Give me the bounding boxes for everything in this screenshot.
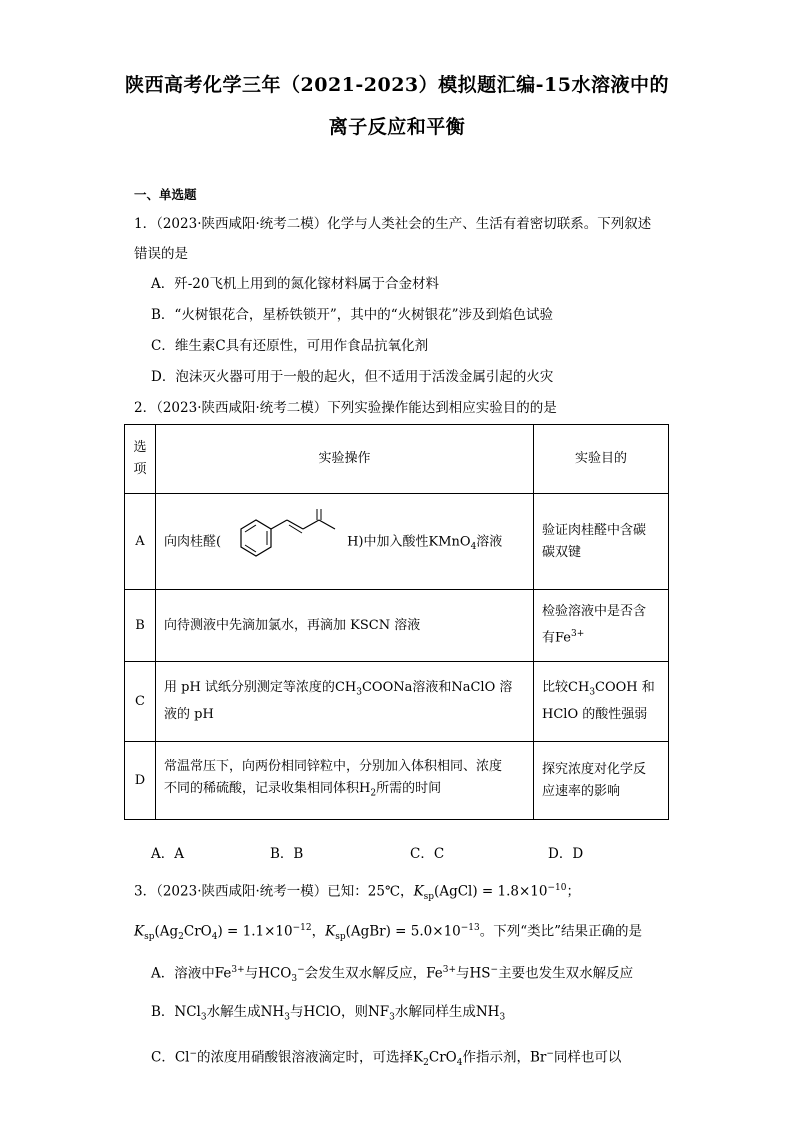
row-a-goal-line1: 验证肉桂醛中含碳 xyxy=(542,522,647,538)
q3-b-sub1: 3 xyxy=(200,1012,207,1023)
table-header-row xyxy=(125,425,669,494)
q3-cro: CrO xyxy=(183,923,212,940)
q3-b-end: 水解同样生成NH xyxy=(394,1004,500,1020)
q1-option-c: C．维生素C具有还原性，可用作食品抗氧化剂 xyxy=(151,338,429,354)
q3-option-b xyxy=(151,1002,505,1028)
q3-b-sub3: 3 xyxy=(389,1012,395,1023)
q3-a-hco: 与HCO xyxy=(244,965,292,982)
row-d-goal-line1: 探究浓度对化学反 xyxy=(542,761,647,777)
row-c-op-post: 溶液和NaClO 溶 xyxy=(412,680,513,696)
header-option xyxy=(125,425,156,494)
row-a-op-end: 溶液 xyxy=(476,534,503,549)
q3-b-sub2: 3 xyxy=(284,1012,290,1023)
row-b-goal-line1: 检验溶液中是否含 xyxy=(542,604,647,620)
q3-b-sub4: 3 xyxy=(499,1012,506,1023)
table-row xyxy=(125,590,669,662)
row-d-goal xyxy=(534,742,669,820)
q3-agcl: (AgCl) = 1.8×10 xyxy=(434,883,548,900)
q1-stem-line2: 错误的是 xyxy=(134,246,188,262)
q3-c-tail: 同样也可以 xyxy=(553,1049,622,1066)
q3-stem-line1: 3．（2023·陕西咸阳·统考一模）已知：25℃，$K_{sp}(AgCl) = 1.8\times 10^{-10}$； xyxy=(134,883,580,903)
doc-title-line1: 陕西高考化学三年（2021-2023）模拟题汇编-15水溶液中的 xyxy=(125,74,669,96)
header-goal: 实验目的 xyxy=(534,425,669,494)
row-d-op-pre: 不同的稀硫酸，记录收集相同体积 xyxy=(164,781,360,797)
q3-ksp-sub-2: sp xyxy=(144,932,155,943)
q3-c-pre: C．Cl xyxy=(151,1049,190,1066)
q3-agcl-exp: −10 xyxy=(547,883,567,893)
row-c-ch3-sub: 3 xyxy=(356,687,362,698)
q2-experiment-table xyxy=(124,424,669,820)
row-c-goal-line2: HClO 的酸性强弱 xyxy=(542,706,648,722)
row-c-goal-ch: CH xyxy=(568,680,590,696)
q3-c-cro-sub: 4 xyxy=(456,1058,463,1069)
row-d-op-line1: 常温常压下，向两份相同锌粒中，分别加入体积相同、浓度 xyxy=(164,759,503,775)
row-b-option: B xyxy=(125,590,156,662)
row-a-op-post: H)中加入酸性 xyxy=(347,534,429,549)
row-b-fe3-sup: 3+ xyxy=(571,629,585,640)
q3-b-pre: B．NCl xyxy=(151,1004,201,1020)
q3-c-end: 作指示剂，Br xyxy=(462,1049,547,1066)
q1-stem-line1: 1．（2023·陕西咸阳·统考二模）化学与人类社会的生产、生活有着密切联系。下列叙述 xyxy=(134,216,652,232)
row-a-option: A xyxy=(125,494,156,590)
q3-b-mid: 水解生成NH xyxy=(206,1004,285,1020)
table-row xyxy=(125,742,669,820)
table-row xyxy=(125,494,669,590)
row-a-goal xyxy=(534,494,669,590)
row-d-h2-sub: 2 xyxy=(370,788,377,799)
q3-stem-end: 。下列“类比”结果正确的是 xyxy=(479,923,643,940)
q3-c-cro: CrO xyxy=(428,1049,457,1066)
q2-choice-b: B．B xyxy=(270,846,304,862)
q3-cro-sub: 4 xyxy=(211,932,218,943)
q2-choice-d: D．D xyxy=(548,846,584,862)
row-d-operation xyxy=(156,742,534,820)
row-d-goal-line2: 应速率的影响 xyxy=(542,783,621,799)
q3-ag: (Ag xyxy=(154,923,179,940)
q3-exp12: −12 xyxy=(292,923,312,933)
q2-choice-a: A．A xyxy=(151,846,184,862)
row-a-goal-line2: 碳双键 xyxy=(542,544,582,560)
header-operation: 实验操作 xyxy=(156,425,534,494)
row-a-kmno4: KMnO xyxy=(428,534,471,549)
q3-ag2cro4-value: ) = 1.1×10 xyxy=(217,923,293,940)
section-heading: 一、单选题 xyxy=(134,187,197,202)
q3-c-br-sup: − xyxy=(546,1049,554,1059)
q3-option-a xyxy=(151,960,633,989)
q3-c-mid: 的浓度用硝酸银溶液滴定时，可选择K xyxy=(197,1049,424,1066)
q3-a-hco-sup: − xyxy=(297,965,305,975)
q3-a-mid: 会发生双水解反应，Fe xyxy=(304,965,443,982)
doc-title-line2: 离子反应和平衡 xyxy=(328,116,466,138)
q3-a-fe-sup-2: 3+ xyxy=(442,965,457,975)
row-c-goal-pre: 比较 xyxy=(542,680,569,696)
q3-c-cl-sup: − xyxy=(189,1049,198,1059)
row-b-goal xyxy=(534,590,669,662)
header-option-char1: 选 xyxy=(133,440,147,455)
row-c-coona: COONa xyxy=(361,680,413,696)
q3-b-mid2: 与HClO，则NF xyxy=(289,1004,390,1020)
row-c-op-line2: 液的 pH xyxy=(164,706,214,722)
q1-option-a: A．歼-20飞机上用到的氮化镓材料属于合金材料 xyxy=(151,276,439,292)
q3-ksp-2: K xyxy=(134,923,145,940)
row-d-op-post: 所需的时间 xyxy=(376,781,442,797)
q3-ksp: K xyxy=(413,883,424,900)
row-d-option: D xyxy=(125,742,156,820)
q1-option-d: D．泡沫灭火器可用于一般的起火，但不适用于活泼金属引起的火灾 xyxy=(151,369,554,385)
q3-agbr: (AgBr) = 5.0×10 xyxy=(345,923,461,940)
q3-stem-line2: $K_{sp}(Ag_2CrO_4) = 1.1\times 10^{-12}$，$K_{sp}(AgBr) = 5.0\times 10^{-13}$。下列“类比”结果正确的是 xyxy=(134,923,643,943)
row-a-operation xyxy=(156,494,534,590)
q3-a-hs-sup: − xyxy=(490,965,499,975)
q3-a-end: 主要也发生双水解反应 xyxy=(498,965,634,982)
q3-ag-sub: 2 xyxy=(178,932,184,943)
cinnamaldehyde-structure xyxy=(221,507,347,577)
row-c-op-pre: 用 pH 试纸分别测定等浓度的 xyxy=(164,680,335,696)
row-a-kmno4-sub: 4 xyxy=(470,541,477,552)
q3-a-hco-sub: 3 xyxy=(291,974,298,985)
row-b-goal-line2: 有Fe xyxy=(542,630,572,646)
q3-ksp-3: K xyxy=(325,923,336,940)
q3-stem-pre: 3．（2023·陕西咸阳·统考一模）已知：25℃， xyxy=(134,883,414,900)
table-row xyxy=(125,662,669,742)
q3-a-pre: A．溶液中Fe xyxy=(151,965,232,982)
row-b-operation: 向待测液中先滴加氯水，再滴加 KSCN 溶液 xyxy=(156,590,534,662)
row-c-operation xyxy=(156,662,534,742)
q1-option-b: B．“火树银花合，星桥铁锁开”，其中的“火树银花”涉及到焰色试验 xyxy=(151,307,554,323)
q3-c-k-sub: 2 xyxy=(423,1058,429,1069)
row-c-goal xyxy=(534,662,669,742)
row-c-goal-cooh: COOH 和 xyxy=(595,680,655,696)
q3-a-fe-sup: 3+ xyxy=(231,965,245,975)
row-c-goal-sub: 3 xyxy=(589,687,596,698)
q3-a-hs: 与HS xyxy=(456,965,491,982)
q2-stem: 2．（2023·陕西咸阳·统考二模）下列实验操作能达到相应实验目的的是 xyxy=(134,400,557,416)
q3-ksp-sub: sp xyxy=(423,892,435,903)
q3-exp13: −13 xyxy=(460,923,480,933)
row-a-op-pre: 向肉桂醛( xyxy=(164,534,222,549)
q3-ksp-sub-3: sp xyxy=(335,932,346,943)
q2-choice-c: C．C xyxy=(410,846,445,862)
q3-option-c xyxy=(151,1044,621,1073)
row-c-ch3: CH xyxy=(334,680,357,696)
header-option-char2: 项 xyxy=(133,462,147,477)
row-d-h2: H xyxy=(359,781,371,797)
row-c-option: C xyxy=(125,662,156,742)
